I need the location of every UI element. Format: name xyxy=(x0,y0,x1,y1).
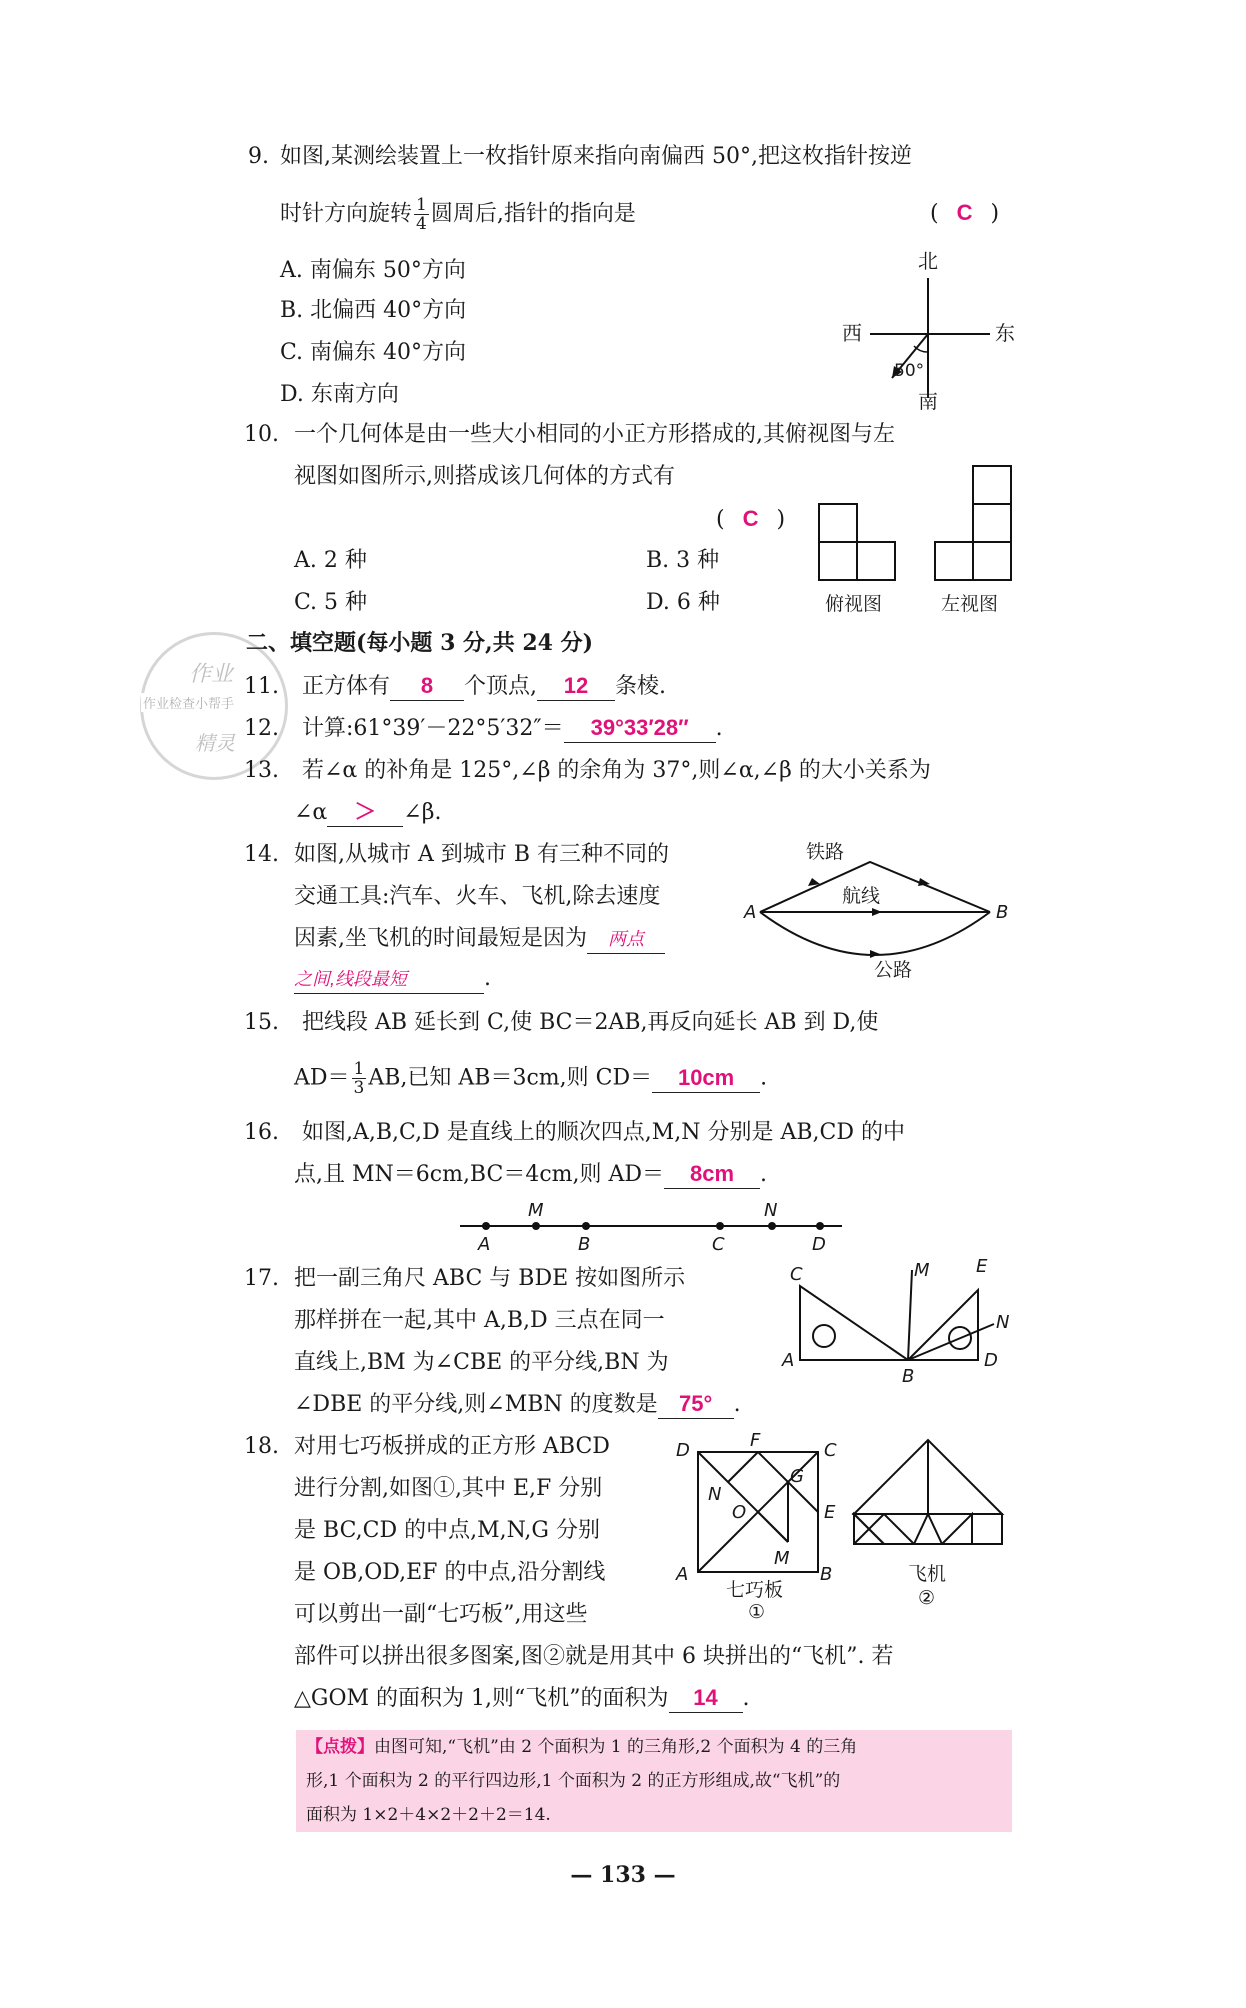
q11: 11. 正方体有 8 个顶点, 12 条棱. xyxy=(244,673,667,699)
q9-number: 9. xyxy=(248,144,269,169)
q16-line2: 点,且 MN＝6cm,BC＝4cm,则 AD＝ 8cm . xyxy=(294,1161,768,1187)
q10-option-b: B. 3 种 xyxy=(646,548,720,573)
q15-line2: AD＝ $\frac{1}{3}$ AB,已知 AB＝3cm,则 CD＝ 10cm . xyxy=(294,1059,768,1098)
q16-line1: 16. 如图,A,B,C,D 是直线上的顺次四点,M,N 分别是 AB,CD 的中 xyxy=(244,1120,905,1145)
q9-line2-after: 圆周后,指针的指向是 xyxy=(430,201,636,227)
stamp-line-3: 精灵 xyxy=(195,731,235,755)
hint-box xyxy=(296,1730,1012,1832)
q10-left-view-label: 左视图 xyxy=(941,593,999,615)
q9-line1: 如图,某测绘装置上一枚指针原来指向南偏西 50°,把这枚指针按逆 xyxy=(280,144,912,169)
q10-line1: 一个几何体是由一些大小相同的小正方形搭成的,其俯视图与左 xyxy=(294,422,895,447)
q18-label-b: B xyxy=(820,1564,833,1585)
q9-south-label: 南 xyxy=(918,389,938,413)
section2-title: 二、填空题(每小题 3 分,共 24 分) xyxy=(246,630,594,656)
q14-railway-label: 铁路 xyxy=(806,841,845,863)
q10-option-a: A. 2 种 xyxy=(294,548,367,573)
q18-line2: 进行分割,如图①,其中 E,F 分别 xyxy=(294,1476,603,1501)
q17-label-c: C xyxy=(790,1264,803,1285)
q18-tangram-figure xyxy=(670,1430,1030,1623)
q16-label-d: D xyxy=(812,1234,826,1255)
q9-angle-label: 50° xyxy=(894,361,925,381)
q9-answer-paren: ( C ) xyxy=(930,200,1000,226)
q17-label-n: N xyxy=(996,1312,1010,1333)
q13-line1: 13. 若∠α 的补角是 125°,∠β 的余角为 37°,则∠α,∠β 的大小关系为 xyxy=(244,758,931,783)
q17-label-e: E xyxy=(976,1256,988,1277)
q17-label-a: A xyxy=(782,1350,795,1371)
q9-option-b: B. 北偏西 40°方向 xyxy=(280,298,467,323)
q18-label-o: O xyxy=(732,1502,747,1523)
q18-label-f: F xyxy=(750,1430,761,1451)
q17-line2: 那样拼在一起,其中 A,B,D 三点在同一 xyxy=(294,1308,665,1333)
q17-line4: ∠DBE 的平分线,则∠MBN 的度数是 75° . xyxy=(294,1391,741,1417)
q18-label-g: G xyxy=(790,1466,804,1487)
q9-north-label: 北 xyxy=(918,249,938,273)
q11-answer-1: 8 xyxy=(390,672,464,701)
q9-west-label: 西 xyxy=(842,321,862,345)
q18-airplane-shape xyxy=(854,1440,1002,1544)
q18-number: 18. xyxy=(244,1434,279,1459)
q9-line2 xyxy=(280,196,636,233)
q11-answer-2: 12 xyxy=(537,672,615,701)
q17-label-m: M xyxy=(914,1260,930,1281)
q10-option-c: C. 5 种 xyxy=(294,590,368,615)
q10-answer: C xyxy=(742,506,759,531)
q18-caption-tangram: 七巧板 xyxy=(726,1579,784,1601)
hint-line-1: 【点拨】由图可知,“飞机”由 2 个面积为 1 的三角形,2 个面积为 4 的三角 xyxy=(306,1737,858,1757)
q14-number: 14. xyxy=(244,842,279,867)
q15-fraction: $\frac{1}{3}$ xyxy=(353,1059,365,1098)
q10-top-view xyxy=(819,504,895,580)
q10-number: 10. xyxy=(244,422,279,447)
q14-line1: 如图,从城市 A 到城市 B 有三种不同的 xyxy=(294,842,670,867)
q10-views-figure xyxy=(815,462,1015,622)
q9-option-d: D. 东南方向 xyxy=(280,382,399,407)
q10-answer-paren: ( C ) xyxy=(716,506,786,532)
q18-caption-num2: ② xyxy=(918,1587,936,1609)
q10-top-view-label: 俯视图 xyxy=(825,593,883,615)
q17-line3: 直线上,BM 为∠CBE 的平分线,BN 为 xyxy=(294,1350,669,1375)
q16-label-n: N xyxy=(764,1200,778,1221)
q14-line4: 之间,线段最短 . xyxy=(294,964,491,994)
q18-line6: 部件可以拼出很多图案,图②就是用其中 6 块拼出的“飞机”. 若 xyxy=(294,1644,894,1669)
q9-fraction: $\frac{1}{4}$ xyxy=(416,195,427,234)
q15-line1: 15. 把线段 AB 延长到 C,使 BC＝2AB,再反向延长 AB 到 D,使 xyxy=(244,1010,879,1035)
q16-label-m: M xyxy=(528,1200,544,1221)
q18-label-e: E xyxy=(824,1502,836,1523)
q16-line-figure xyxy=(450,1200,850,1260)
q16-label-a: A xyxy=(478,1234,491,1255)
stamp-line-2: 作业检查小帮手 xyxy=(141,693,236,712)
q17-answer: 75° xyxy=(658,1390,734,1419)
q16-label-b: B xyxy=(578,1234,591,1255)
q18-label-n: N xyxy=(708,1484,722,1505)
q14-line3: 因素,坐飞机的时间最短是因为 两点 xyxy=(294,924,665,954)
q10-left-view xyxy=(935,466,1011,580)
hint-line-2: 形,1 个面积为 2 的平行四边形,1 个面积为 2 的正方形组成,故“飞机”的 xyxy=(306,1771,841,1791)
q9-answer: C xyxy=(956,200,973,225)
q10-option-d: D. 6 种 xyxy=(646,590,720,615)
q17-line1: 把一副三角尺 ABC 与 BDE 按如图所示 xyxy=(294,1266,686,1291)
q17-triangles-figure xyxy=(780,1256,1020,1386)
q14-routes-figure xyxy=(744,838,1020,981)
q9-compass-figure xyxy=(842,249,1020,413)
q12: 12. 计算:61°39′－22°5′32″＝ 39°33′28″ . xyxy=(244,715,723,741)
q9-line2-before: 时针方向旋转 xyxy=(280,201,413,227)
q17-number: 17. xyxy=(244,1266,279,1291)
q17-label-d: D xyxy=(984,1350,998,1371)
q18-line7: △GOM 的面积为 1,则“飞机”的面积为 14 . xyxy=(294,1685,750,1711)
stamp-line-1: 作业 xyxy=(189,662,234,687)
q18-line1: 对用七巧板拼成的正方形 ABCD xyxy=(294,1434,610,1459)
q18-line5: 可以剪出一副“七巧板”,用这些 xyxy=(294,1602,588,1627)
q12-answer: 39°33′28″ xyxy=(564,714,716,743)
hint-tag: 【点拨】 xyxy=(306,1737,374,1756)
q13-line2: ∠α ＞ ∠β. xyxy=(294,799,442,825)
q16-label-c: C xyxy=(712,1234,725,1255)
q18-caption-num1: ① xyxy=(748,1601,766,1623)
q14-highway-label: 公路 xyxy=(874,959,913,981)
q14-airline-label: 航线 xyxy=(842,885,881,907)
q9-option-a: A. 南偏东 50°方向 xyxy=(280,258,466,283)
hint-line-3: 面积为 1×2＋4×2＋2＋2＝14. xyxy=(306,1805,551,1825)
q18-label-c: C xyxy=(824,1440,837,1461)
q18-answer: 14 xyxy=(669,1684,743,1713)
q14-point-b: B xyxy=(996,902,1009,923)
q16-answer: 8cm xyxy=(664,1160,760,1189)
page-number: — 133 — xyxy=(570,1862,676,1888)
q14-point-a: A xyxy=(744,902,757,923)
q15-answer: 10cm xyxy=(652,1064,760,1093)
q18-line3: 是 BC,CD 的中点,M,N,G 分别 xyxy=(294,1518,600,1543)
q18-line4: 是 OB,OD,EF 的中点,沿分割线 xyxy=(294,1560,606,1585)
q18-caption-airplane: 飞机 xyxy=(908,1563,947,1585)
q14-line2: 交通工具:汽车、火车、飞机,除去速度 xyxy=(294,884,661,909)
q18-label-d: D xyxy=(676,1440,690,1461)
q14-answer-1: 两点 xyxy=(587,925,665,954)
q14-answer-2: 之间,线段最短 xyxy=(294,965,484,994)
q10-line2: 视图如图所示,则搭成该几何体的方式有 xyxy=(294,464,675,489)
q18-label-a: A xyxy=(676,1564,689,1585)
q9-option-c: C. 南偏东 40°方向 xyxy=(280,340,467,365)
q13-answer: ＞ xyxy=(327,798,403,827)
q18-label-m: M xyxy=(774,1548,790,1569)
q17-label-b: B xyxy=(902,1366,915,1387)
q9-east-label: 东 xyxy=(995,321,1015,345)
